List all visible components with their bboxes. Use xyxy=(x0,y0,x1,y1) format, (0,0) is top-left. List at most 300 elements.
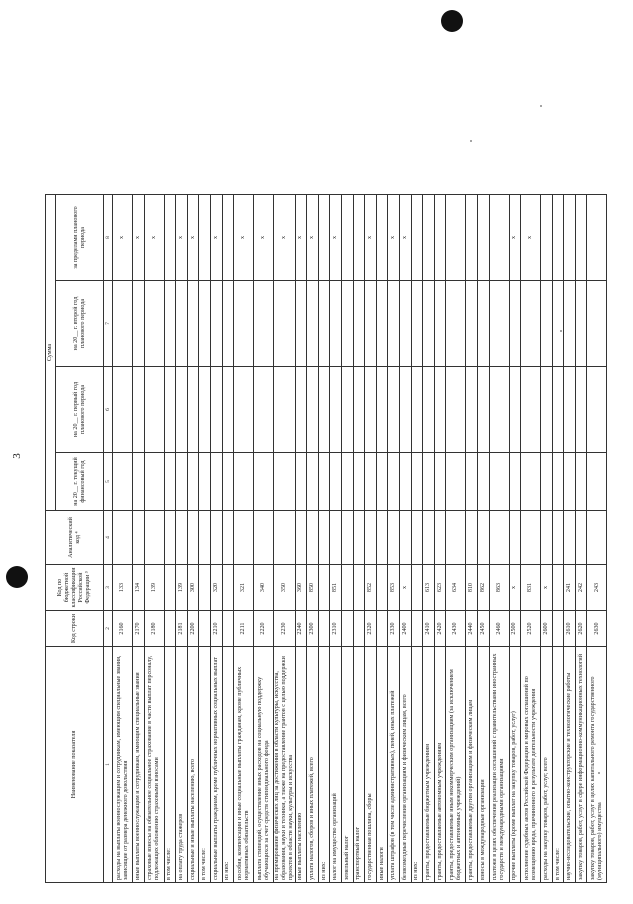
plan-table xyxy=(45,194,607,883)
row-name-cell: из них: xyxy=(222,647,234,883)
row-code-cell: 2160 xyxy=(113,611,133,647)
row-name-cell: расходы на закупку товаров, работ, услуг, всего xyxy=(541,647,553,883)
table-row xyxy=(376,194,388,882)
row-name-cell: гранты, предоставляемые другим организациям и физическим лицам xyxy=(466,647,478,883)
row-value-cell xyxy=(274,453,295,511)
row-kbk-cell: 623 xyxy=(434,565,446,611)
row-code-cell: 2400 xyxy=(399,611,411,647)
row-value-cell xyxy=(176,453,188,511)
row-name-cell: закупку товаров, работ, услуг в сфере информационно-коммуникационных технологий xyxy=(575,647,587,883)
row-value-cell xyxy=(477,367,489,453)
row-beyond-cell xyxy=(446,194,466,280)
row-name-cell: исполнение судебных актов Российской Федерации и мировых соглашений по возмещению вреда, причиненного в результате деятельности учреждения xyxy=(521,647,541,883)
header-year-current: на 20__ г. текущий финансовый год xyxy=(56,453,104,511)
speck xyxy=(540,105,542,107)
row-value-cell xyxy=(399,281,411,367)
row-value-cell xyxy=(399,453,411,511)
row-value-cell xyxy=(411,453,423,511)
row-value-cell xyxy=(365,453,377,511)
row-kbk-cell: 852 xyxy=(365,565,377,611)
row-value-cell xyxy=(423,367,435,453)
row-beyond-cell: x xyxy=(365,194,377,280)
row-analytic-cell xyxy=(552,511,564,565)
table-row xyxy=(234,194,254,882)
row-code-cell: 2220 xyxy=(254,611,274,647)
row-analytic-cell xyxy=(164,511,176,565)
row-beyond-cell: x xyxy=(234,194,254,280)
row-name-cell: взносы в международные организации xyxy=(477,647,489,883)
row-value-cell xyxy=(341,281,353,367)
table-row xyxy=(307,194,319,882)
col-number: 6 xyxy=(104,367,113,453)
row-value-cell xyxy=(489,281,509,367)
row-value-cell xyxy=(477,453,489,511)
row-analytic-cell xyxy=(411,511,423,565)
row-name-cell: страховые взносы на обязательное социальное страхование в части выплат персоналу, подлежащих обложению страховыми взносами xyxy=(144,647,164,883)
row-value-cell xyxy=(552,281,564,367)
row-name-cell: гранты, предоставляемые иным некоммерческим организациям (за исключением бюджетных и автономных учреждений) xyxy=(446,647,466,883)
table-row xyxy=(330,194,342,882)
header-kbk: Код по бюджетной классификации Российской Федерации ³ xyxy=(46,565,104,611)
table-row xyxy=(133,194,145,882)
row-code-cell: 2230 xyxy=(274,611,295,647)
page-number: 3 xyxy=(10,453,23,459)
row-code-cell: 2620 xyxy=(575,611,587,647)
row-value-cell xyxy=(318,281,330,367)
row-beyond-cell xyxy=(341,194,353,280)
row-value-cell xyxy=(587,453,607,511)
row-value-cell xyxy=(187,367,199,453)
row-value-cell xyxy=(318,367,330,453)
row-value-cell xyxy=(423,281,435,367)
table-row xyxy=(144,194,164,882)
row-analytic-cell xyxy=(318,511,330,565)
row-beyond-cell: x xyxy=(133,194,145,280)
row-value-cell xyxy=(575,453,587,511)
row-name-cell: пособия, компенсации и иные социальные выплаты гражданам, кроме публичных нормативных обязательств xyxy=(234,647,254,883)
row-code-cell: 2410 xyxy=(423,611,435,647)
row-value-cell xyxy=(446,453,466,511)
table-row xyxy=(489,194,509,882)
row-analytic-cell xyxy=(564,511,576,565)
row-beyond-cell: x xyxy=(330,194,342,280)
row-analytic-cell xyxy=(133,511,145,565)
row-value-cell xyxy=(274,281,295,367)
row-value-cell xyxy=(210,453,222,511)
row-beyond-cell: x xyxy=(187,194,199,280)
row-value-cell xyxy=(330,281,342,367)
row-name-cell: иные налоги xyxy=(376,647,388,883)
row-value-cell xyxy=(541,367,553,453)
row-value-cell xyxy=(187,453,199,511)
row-kbk-cell: 133 xyxy=(113,565,133,611)
row-value-cell xyxy=(199,281,211,367)
row-value-cell xyxy=(541,453,553,511)
row-analytic-cell xyxy=(521,511,541,565)
row-value-cell xyxy=(199,453,211,511)
row-beyond-cell xyxy=(199,194,211,280)
row-beyond-cell: x xyxy=(113,194,133,280)
col-number: 2 xyxy=(104,611,113,647)
col-number: 1 xyxy=(104,647,113,883)
header-year-first: на 20__ г. первый год планового периода xyxy=(56,367,104,453)
row-value-cell xyxy=(353,367,365,453)
row-value-cell xyxy=(434,281,446,367)
row-analytic-cell xyxy=(587,511,607,565)
row-value-cell xyxy=(254,367,274,453)
row-beyond-cell: x xyxy=(295,194,307,280)
table-row xyxy=(587,194,607,882)
table-row xyxy=(388,194,400,882)
row-name-cell: платежи в целях обеспечения реализации соглашений с правительствами иностранных государств и международными организациями xyxy=(489,647,509,883)
row-value-cell xyxy=(274,367,295,453)
header-summa: Сумма xyxy=(46,194,56,510)
row-kbk-cell: 862 xyxy=(477,565,489,611)
row-kbk-cell: 851 xyxy=(330,565,342,611)
row-name-cell: на оплату труда стажеров xyxy=(176,647,188,883)
row-name-cell: государственная пошлина, сборы xyxy=(365,647,377,883)
table-row xyxy=(274,194,295,882)
row-analytic-cell xyxy=(399,511,411,565)
row-kbk-cell: 139 xyxy=(176,565,188,611)
row-value-cell xyxy=(564,281,576,367)
col-number: 7 xyxy=(104,281,113,367)
table-row xyxy=(411,194,423,882)
row-kbk-cell: 321 xyxy=(234,565,254,611)
table-row xyxy=(509,194,521,882)
row-value-cell xyxy=(176,281,188,367)
row-name-cell: иные выплаты военнослужащим и сотрудникам, имеющим специальные звания xyxy=(133,647,145,883)
row-kbk-cell: 863 xyxy=(489,565,509,611)
row-code-cell xyxy=(552,611,564,647)
table-row xyxy=(199,194,211,882)
header-year-second: на 20__ г. второй год планового периода xyxy=(56,281,104,367)
row-kbk-cell: 831 xyxy=(521,565,541,611)
row-value-cell xyxy=(365,367,377,453)
col-number: 4 xyxy=(104,511,113,565)
row-beyond-cell xyxy=(376,194,388,280)
row-beyond-cell: x xyxy=(509,194,521,280)
col-number: 3 xyxy=(104,565,113,611)
table-row xyxy=(564,194,576,882)
row-analytic-cell xyxy=(274,511,295,565)
row-value-cell xyxy=(222,453,234,511)
row-analytic-cell xyxy=(353,511,365,565)
table-row xyxy=(521,194,541,882)
row-value-cell xyxy=(434,367,446,453)
row-name-cell: гранты, предоставляемые бюджетным учреждениям xyxy=(423,647,435,883)
row-value-cell xyxy=(144,281,164,367)
row-value-cell xyxy=(521,281,541,367)
row-value-cell xyxy=(353,281,365,367)
row-value-cell xyxy=(388,453,400,511)
table-body xyxy=(113,194,607,882)
row-analytic-cell xyxy=(541,511,553,565)
table-row xyxy=(341,194,353,882)
row-name-cell: из них: xyxy=(411,647,423,883)
row-beyond-cell: x xyxy=(388,194,400,280)
row-value-cell xyxy=(575,281,587,367)
row-name-cell: налог на имущество организаций xyxy=(330,647,342,883)
row-analytic-cell xyxy=(376,511,388,565)
row-value-cell xyxy=(222,281,234,367)
table-row xyxy=(353,194,365,882)
row-code-cell: 2180 xyxy=(144,611,164,647)
row-kbk-cell xyxy=(199,565,211,611)
row-value-cell xyxy=(295,367,307,453)
row-value-cell xyxy=(399,367,411,453)
row-code-cell xyxy=(411,611,423,647)
table-row xyxy=(113,194,133,882)
row-value-cell xyxy=(295,453,307,511)
table-row xyxy=(399,194,411,882)
row-code-cell: 2420 xyxy=(434,611,446,647)
table-row xyxy=(295,194,307,882)
table-row xyxy=(254,194,274,882)
row-code-cell: 2240 xyxy=(295,611,307,647)
row-kbk-cell xyxy=(376,565,388,611)
row-code-cell xyxy=(222,611,234,647)
row-beyond-cell: x xyxy=(144,194,164,280)
col-number: 8 xyxy=(104,194,113,280)
row-beyond-cell: x xyxy=(307,194,319,280)
row-value-cell xyxy=(113,453,133,511)
row-beyond-cell xyxy=(552,194,564,280)
row-value-cell xyxy=(411,281,423,367)
row-code-cell: 2330 xyxy=(388,611,400,647)
row-value-cell xyxy=(575,367,587,453)
row-code-cell: 2310 xyxy=(330,611,342,647)
row-value-cell xyxy=(176,367,188,453)
row-kbk-cell: 340 xyxy=(254,565,274,611)
row-code-cell: 2520 xyxy=(521,611,541,647)
row-value-cell xyxy=(587,367,607,453)
row-code-cell: 2200 xyxy=(187,611,199,647)
row-name-cell: безвозмездные перечисления организациям и физическим лицам, всего xyxy=(399,647,411,883)
row-name-cell: земельный налог xyxy=(341,647,353,883)
row-beyond-cell xyxy=(423,194,435,280)
row-code-cell: 2630 xyxy=(587,611,607,647)
row-value-cell xyxy=(341,367,353,453)
punch-hole-bottom xyxy=(6,566,28,588)
table-row xyxy=(318,194,330,882)
table-row xyxy=(466,194,478,882)
row-kbk-cell: 810 xyxy=(466,565,478,611)
row-value-cell xyxy=(133,281,145,367)
row-value-cell xyxy=(552,453,564,511)
row-analytic-cell xyxy=(388,511,400,565)
row-kbk-cell: 241 xyxy=(564,565,576,611)
row-beyond-cell xyxy=(466,194,478,280)
row-name-cell: прочие выплаты (кроме выплат на закупку товаров, работ, услуг) xyxy=(509,647,521,883)
row-value-cell xyxy=(353,453,365,511)
row-value-cell xyxy=(307,281,319,367)
row-value-cell xyxy=(587,281,607,367)
row-beyond-cell xyxy=(564,194,576,280)
row-kbk-cell xyxy=(164,565,176,611)
row-value-cell xyxy=(210,367,222,453)
row-code-cell xyxy=(199,611,211,647)
row-analytic-cell xyxy=(575,511,587,565)
row-analytic-cell xyxy=(509,511,521,565)
row-analytic-cell xyxy=(187,511,199,565)
row-value-cell xyxy=(376,453,388,511)
row-analytic-cell xyxy=(176,511,188,565)
row-value-cell xyxy=(477,281,489,367)
row-value-cell xyxy=(307,367,319,453)
row-value-cell xyxy=(254,281,274,367)
row-value-cell xyxy=(133,453,145,511)
row-analytic-cell xyxy=(199,511,211,565)
row-kbk-cell xyxy=(353,565,365,611)
row-analytic-cell xyxy=(446,511,466,565)
row-name-cell: социальные и иные выплаты населению, всего xyxy=(187,647,199,883)
row-code-cell xyxy=(164,611,176,647)
row-value-cell xyxy=(234,367,254,453)
row-value-cell xyxy=(307,453,319,511)
row-name-cell: иные выплаты населению xyxy=(295,647,307,883)
row-code-cell: 2430 xyxy=(446,611,466,647)
row-value-cell xyxy=(234,281,254,367)
row-value-cell xyxy=(388,281,400,367)
row-analytic-cell xyxy=(341,511,353,565)
row-code-cell: 2500 xyxy=(509,611,521,647)
row-value-cell xyxy=(164,453,176,511)
row-value-cell xyxy=(434,453,446,511)
row-name-cell: уплата штрафов (в том числе административных), пеней, иных платежей xyxy=(388,647,400,883)
row-analytic-cell xyxy=(222,511,234,565)
row-value-cell xyxy=(254,453,274,511)
row-beyond-cell xyxy=(477,194,489,280)
row-name-cell: из них: xyxy=(318,647,330,883)
table-row xyxy=(164,194,176,882)
row-beyond-cell: x xyxy=(176,194,188,280)
row-value-cell xyxy=(164,367,176,453)
row-analytic-cell xyxy=(489,511,509,565)
table-row xyxy=(365,194,377,882)
row-value-cell xyxy=(341,453,353,511)
header-year-beyond: за пределами планового периода xyxy=(56,194,104,280)
row-beyond-cell: x xyxy=(399,194,411,280)
table-row xyxy=(477,194,489,882)
row-code-cell: 2460 xyxy=(489,611,509,647)
row-value-cell xyxy=(388,367,400,453)
row-name-cell: расходы на выплаты военнослужащим и сотрудникам, имеющим специальные звания, зависящие от размера денежного довольствия xyxy=(113,647,133,883)
row-kbk-cell: x xyxy=(541,565,553,611)
table-row xyxy=(552,194,564,882)
row-value-cell xyxy=(365,281,377,367)
row-code-cell xyxy=(318,611,330,647)
row-code-cell: 2440 xyxy=(466,611,478,647)
header-code: Код строки xyxy=(46,611,104,647)
speck xyxy=(470,140,472,142)
row-beyond-cell: x xyxy=(521,194,541,280)
row-kbk-cell: x xyxy=(509,565,521,611)
row-name-cell: уплата налогов, сборов и иных платежей, всего xyxy=(307,647,319,883)
row-kbk-cell: 134 xyxy=(133,565,145,611)
row-code-cell: 2600 xyxy=(541,611,553,647)
row-code-cell xyxy=(353,611,365,647)
row-code-cell: 2300 xyxy=(307,611,319,647)
row-name-cell: социальные выплаты гражданам, кроме публичных нормативных социальных выплат xyxy=(210,647,222,883)
header-analytic: Аналитический код ⁴ xyxy=(46,511,104,565)
row-name-cell: в том числе: xyxy=(199,647,211,883)
table-row xyxy=(423,194,435,882)
table-row xyxy=(187,194,199,882)
row-code-cell: 2170 xyxy=(133,611,145,647)
row-analytic-cell xyxy=(295,511,307,565)
row-beyond-cell xyxy=(411,194,423,280)
row-beyond-cell xyxy=(353,194,365,280)
row-value-cell xyxy=(144,367,164,453)
row-value-cell xyxy=(113,281,133,367)
col-number: 5 xyxy=(104,453,113,511)
table-row xyxy=(541,194,553,882)
row-analytic-cell xyxy=(434,511,446,565)
row-kbk-cell: 242 xyxy=(575,565,587,611)
table-row xyxy=(446,194,466,882)
row-analytic-cell xyxy=(477,511,489,565)
row-kbk-cell xyxy=(222,565,234,611)
row-code-cell: 2450 xyxy=(477,611,489,647)
row-value-cell xyxy=(376,281,388,367)
row-name-cell: транспортный налог xyxy=(353,647,365,883)
row-name-cell: на премирование физических лиц за достижения в области культуры, искусства, образования, науки и техники, а также на предоставление грантов с целью поддержки проектов в области науки, культуры и искусства xyxy=(274,647,295,883)
punch-hole-top xyxy=(441,10,463,32)
row-beyond-cell: x xyxy=(274,194,295,280)
row-kbk-cell xyxy=(341,565,353,611)
row-name-cell: закупку товаров, работ, услуг в целях капитального ремонта государственного (муниципального) имущества xyxy=(587,647,607,883)
row-value-cell xyxy=(222,367,234,453)
row-value-cell xyxy=(376,367,388,453)
row-value-cell xyxy=(466,281,478,367)
row-analytic-cell xyxy=(113,511,133,565)
row-kbk-cell: x xyxy=(399,565,411,611)
row-analytic-cell xyxy=(466,511,478,565)
row-value-cell xyxy=(552,367,564,453)
row-beyond-cell xyxy=(222,194,234,280)
row-name-cell: в том числе: xyxy=(164,647,176,883)
row-value-cell xyxy=(564,367,576,453)
row-value-cell xyxy=(210,281,222,367)
header-name: Наименование показателя xyxy=(46,647,104,883)
row-kbk-cell: 350 xyxy=(274,565,295,611)
row-value-cell xyxy=(521,367,541,453)
row-value-cell xyxy=(199,367,211,453)
row-analytic-cell xyxy=(144,511,164,565)
row-value-cell xyxy=(541,281,553,367)
table-row xyxy=(434,194,446,882)
row-value-cell xyxy=(466,453,478,511)
row-code-cell xyxy=(376,611,388,647)
row-code-cell: 2181 xyxy=(176,611,188,647)
row-value-cell xyxy=(446,281,466,367)
row-value-cell xyxy=(187,281,199,367)
row-value-cell xyxy=(330,453,342,511)
row-analytic-cell xyxy=(234,511,254,565)
row-beyond-cell xyxy=(318,194,330,280)
row-kbk-cell: 850 xyxy=(307,565,319,611)
row-kbk-cell xyxy=(552,565,564,611)
row-beyond-cell xyxy=(541,194,553,280)
row-beyond-cell xyxy=(164,194,176,280)
row-kbk-cell: 320 xyxy=(210,565,222,611)
row-value-cell xyxy=(318,453,330,511)
row-value-cell xyxy=(133,367,145,453)
row-value-cell xyxy=(489,367,509,453)
row-value-cell xyxy=(164,281,176,367)
row-analytic-cell xyxy=(210,511,222,565)
